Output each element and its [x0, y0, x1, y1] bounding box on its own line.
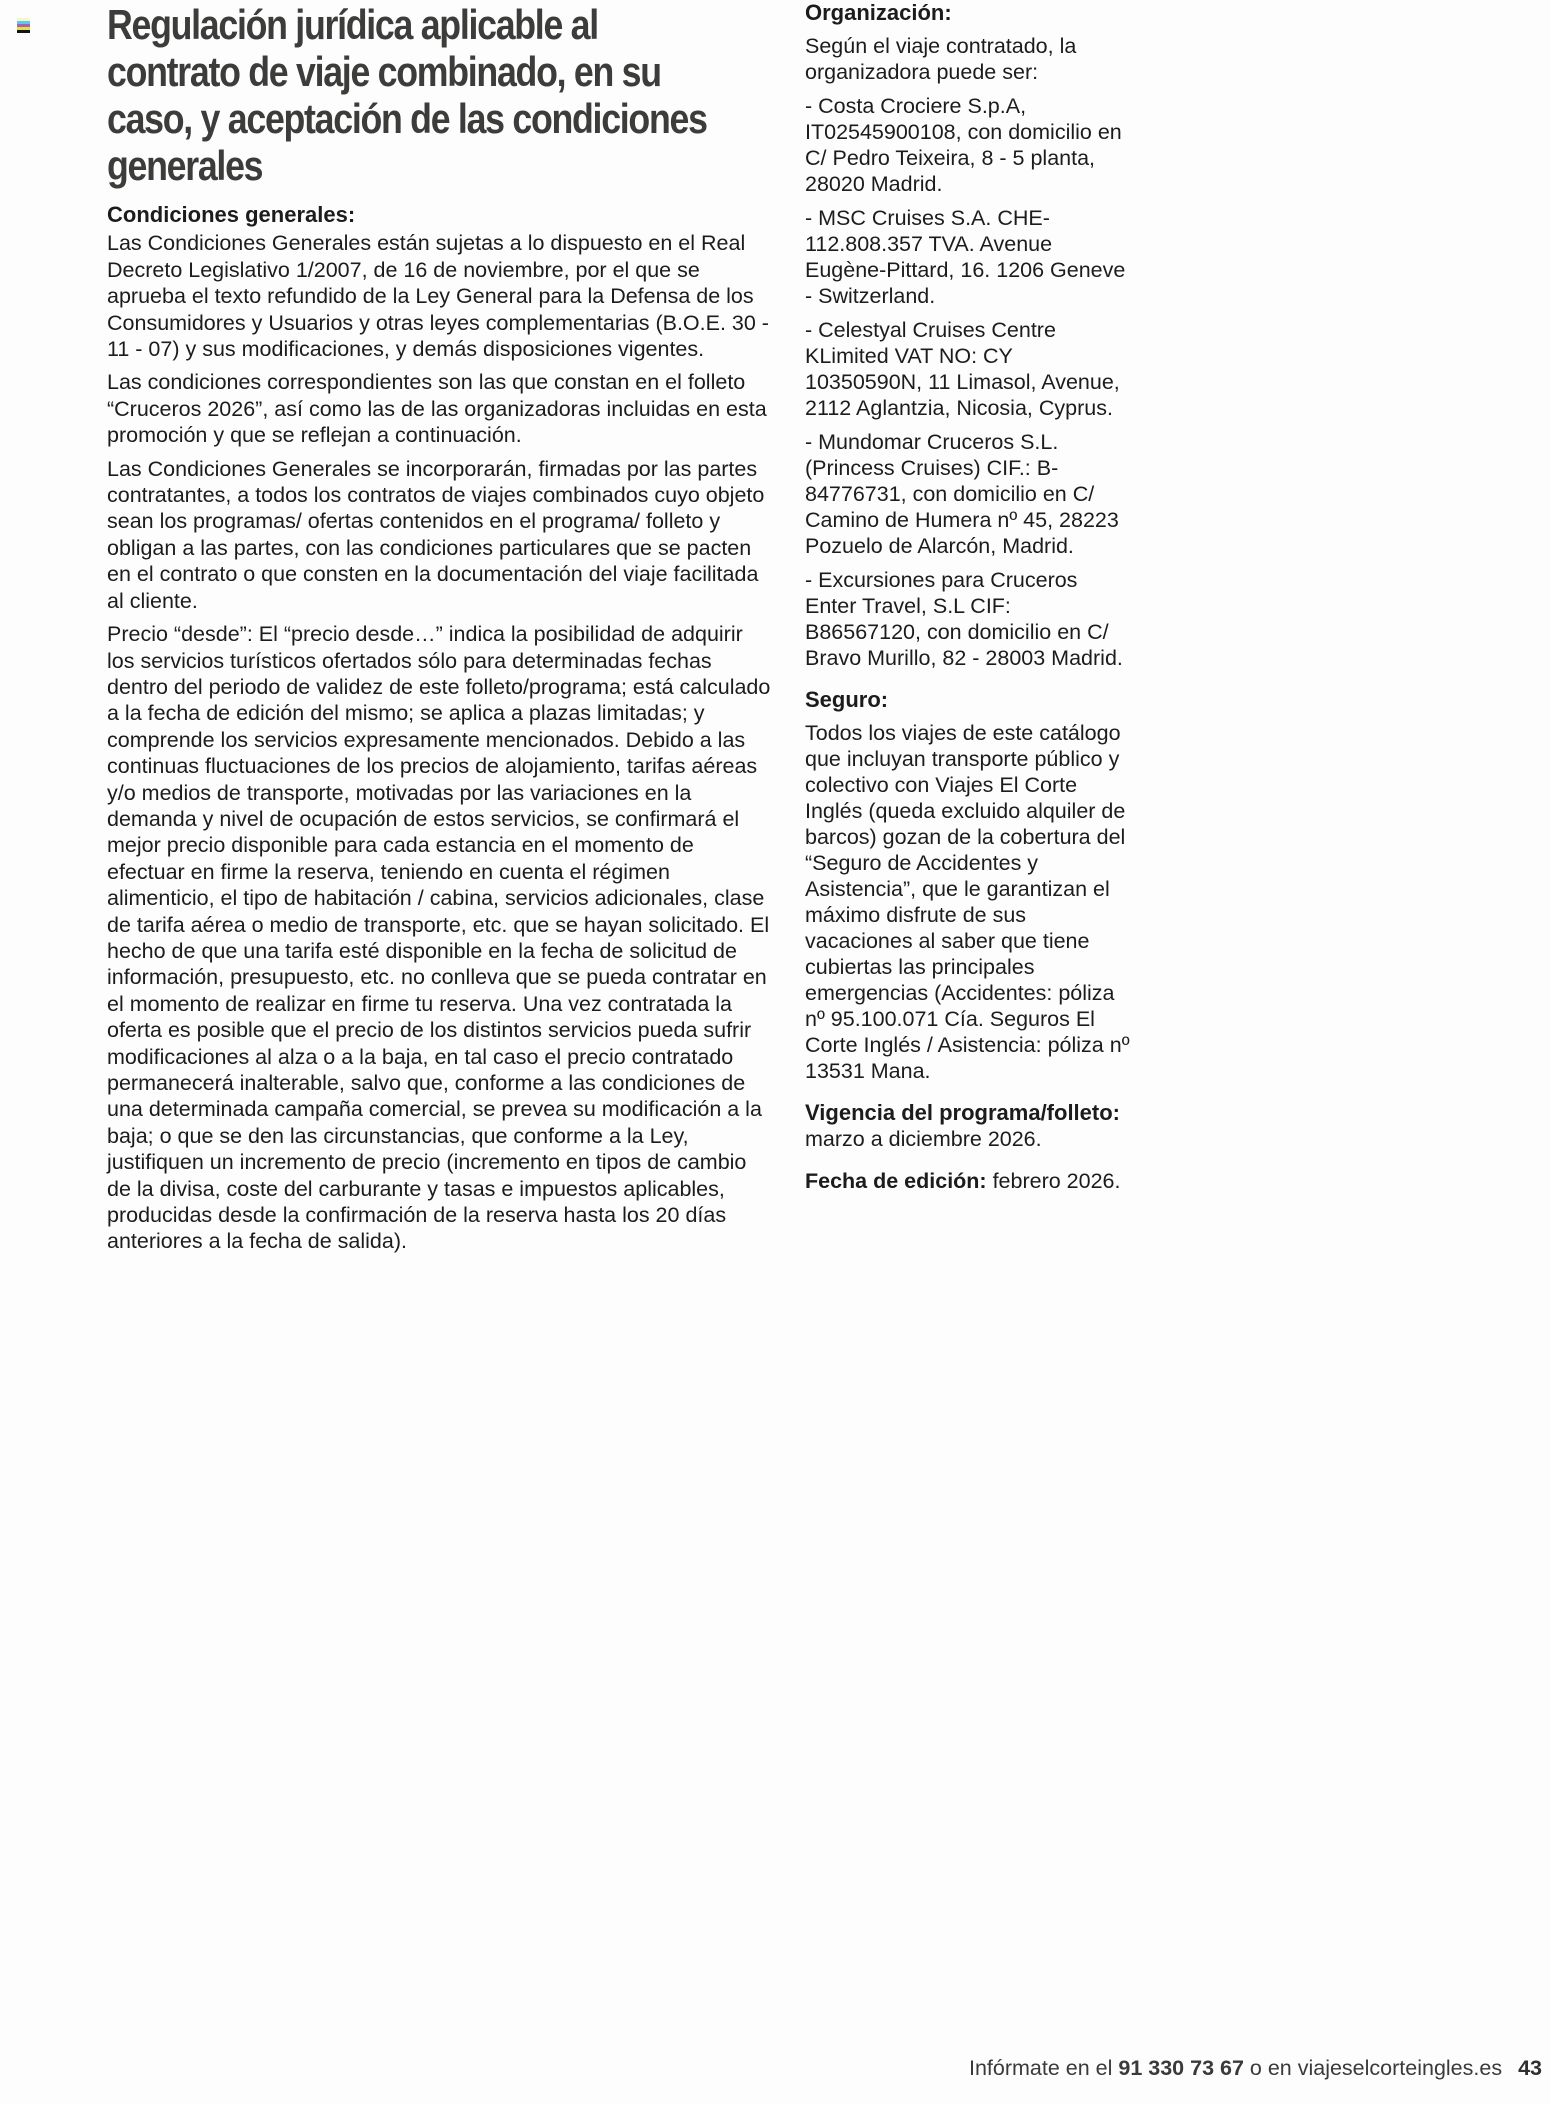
- validity-text: marzo a diciembre 2026.: [805, 1127, 1042, 1151]
- page-footer: [969, 2055, 1542, 2081]
- page-number: 43: [1518, 2056, 1542, 2080]
- legal-paragraph: Las condiciones correspondientes son las que constan en el folleto “Cruceros 2026”, así como las de las organizadoras incluidas en esta promoción y que se reflejan a continuación.: [107, 370, 767, 448]
- registration-color-bar-icon: [17, 18, 30, 33]
- operator-item: - Celestyal Cruises Centre KLimited VAT NO: CY 10350590N, 11 Limasol, Avenue, 2112 Aglantzia, Nicosia, Cyprus.: [805, 318, 1120, 420]
- organization-subheading: Organización:: [805, 0, 952, 25]
- footer-info-text: o en: [1243, 2056, 1298, 2080]
- insurance-paragraph: Todos los viajes de este catálogo que incluyan transporte público y colectivo con Viajes El Corte Inglés (queda excluido alquiler de barcos) gozan de la cobertura del “Seguro de Accidentes y Asistencia”, que le garantizan el máximo disfrute de sus vacaciones al saber que tiene cubiertas las principales emergencias (Accidentes: póliza nº 95.100.071 Cía. Seguros El Corte Inglés / Asistencia: póliza nº 13531 Mana.: [805, 721, 1130, 1083]
- operator-item: - Mundomar Cruceros S.L. (Princess Cruises) CIF.: B-84776731, con domicilio en C/ Camino de Humera nº 45, 28223 Pozuelo de Alarcón, Madrid.: [805, 430, 1119, 558]
- legal-paragraph: Precio “desde”: El “precio desde…” indica la posibilidad de adquirir los servicios turísticos ofertados sólo para determinadas fechas dentro del periodo de validez de este folleto/programa; está calculado a la fecha de edición del mismo; se aplica a plazas limitadas; y comprende los servicios expresamente mencionados. Debido a las continuas fluctuaciones de los precios de alojamiento, tarifas aéreas y/o medios de transporte, motivadas por las variaciones en la demanda y nivel de ocupación de estos servicios, se confirmará el mejor precio disponible para cada estancia en el momento de efectuar en firme la reserva, teniendo en cuenta el régimen alimenticio, el tipo de habitación / cabina, servicios adicionales, clase de tarifa aérea o medio de transporte, etc. que se hayan solicitado. El hecho de que una tarifa esté disponible en la fecha de solicitud de información, presupuesto, etc. no conlleva que se pueda contratar en el momento de realizar en firme tu reserva. Una vez contratada la oferta es posible que el precio de los distintos servicios pueda sufrir modificaciones al alza o a la baja, en tal caso el precio contratado permanecerá inalterable, salvo que, conforme a las condiciones de una determinada campaña comercial, se prevea su modificación a la baja; o que se den las circunstancias, que conforme a la Ley, justifiquen un incremento de precio (incremento en tipos de cambio de la divisa, coste del carburante y tasas e impuestos aplicables, producidas desde la confirmación de la reserva hasta los 20 días anteriores a la fecha de salida).: [107, 622, 771, 1254]
- edition-date-line: [805, 1168, 1132, 1194]
- footer-phone-number: 91 330 73 67: [1118, 2056, 1244, 2080]
- operator-item: - MSC Cruises S.A. CHE-112.808.357 TVA. Avenue Eugène-Pittard, 16. 1206 Geneve - Switzerland.: [805, 206, 1126, 308]
- color-stripe: [17, 30, 30, 33]
- edition-date-label: Fecha de edición:: [805, 1169, 987, 1193]
- general-conditions-subheading: Condiciones generales:: [107, 202, 356, 227]
- legal-paragraph: Las Condiciones Generales se incorporarán, firmadas por las partes contratantes, a todos los contratos de viajes combinados cuyo objeto sean los programas/ ofertas contenidos en el programa/ folleto y obligan a las partes, con las condiciones particulares que se pacten en el contrato o que consten en la documentación del viaje facilitada al cliente.: [107, 456, 765, 613]
- page-title-line: caso, y aceptación de las condiciones: [107, 95, 707, 142]
- organization-intro: Según el viaje contratado, la organizadora puede ser:: [805, 34, 1077, 84]
- page-title-line: contrato de viaje combinado, en su: [107, 48, 661, 95]
- edition-date-value: febrero 2026.: [986, 1169, 1121, 1193]
- general-conditions-column: [107, 202, 772, 1262]
- page-title: [107, 1, 804, 189]
- organization-column: [805, 0, 1132, 1202]
- validity-subheading: Vigencia del programa/folleto:: [805, 1100, 1120, 1125]
- insurance-subheading: Seguro:: [805, 687, 889, 712]
- page-title-line: Regulación jurídica aplicable al: [107, 1, 598, 48]
- operator-item: - Excursiones para Cruceros Enter Travel, S.L CIF: B86567120, con domicilio en C/ Bravo Murillo, 82 - 28003 Madrid.: [805, 568, 1123, 670]
- page-title-line: generales: [107, 142, 263, 189]
- footer-website: viajeselcorteingles.es: [1297, 2056, 1503, 2080]
- legal-paragraph: Las Condiciones Generales están sujetas a lo dispuesto en el Real Decreto Legislativo 1/2007, de 16 de noviembre, por el que se aprueba el texto refundido de la Ley General para la Defensa de los Consumidores y Usuarios y otras leyes complementarias (B.O.E. 30 - 11 - 07) y sus modificaciones, y demás disposiciones vigentes.: [107, 231, 769, 362]
- footer-info-text: Infórmate en el: [968, 2056, 1119, 2080]
- operator-item: - Costa Crociere S.p.A, IT02545900108, con domicilio en C/ Pedro Teixeira, 8 - 5 planta, 28020 Madrid.: [805, 94, 1122, 196]
